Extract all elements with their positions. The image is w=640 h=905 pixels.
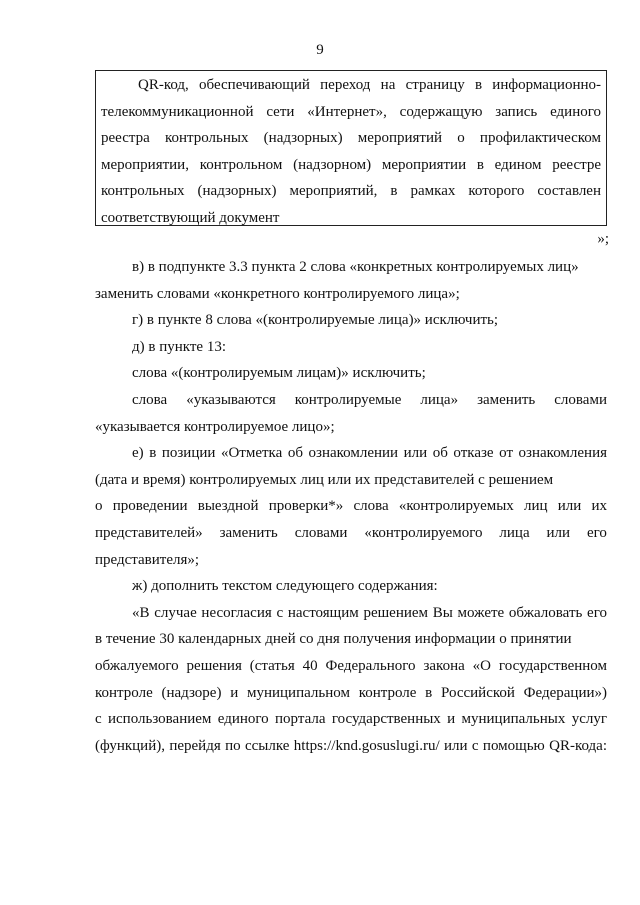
amendments-text [95, 254, 607, 759]
word: «контролируемого [364, 524, 483, 541]
paragraph-v-line-2: заменить словами «конкретного контролируемого лица»; [95, 285, 460, 302]
quoted-text-line-2: в течение 30 календарных дней со дня получения информации о принятии [95, 631, 572, 648]
quoted-text-line-1: «В случае несогласия с настоящим решением Вы можете обжаловать его [132, 604, 607, 621]
paragraph-e-line-5: представителя»; [95, 551, 200, 568]
page-number: 9 [316, 42, 324, 58]
word: его [587, 524, 607, 541]
paragraph-d-item-2-line-1 [95, 387, 607, 414]
quoted-text-line-4: контроле (надзоре) и муниципальном контроле в Российской Федерации») [95, 684, 607, 701]
paragraph-e-line-3: о проведении выездной проверки*» слова «контролируемых лиц или их [95, 498, 607, 515]
paragraph-e-line-1: е) в позиции «Отметка об ознакомлении или об отказе от ознакомления [132, 445, 607, 462]
paragraph-d-item-1: слова «(контролируемым лицам)» исключить; [132, 365, 426, 382]
paragraph-d: д) в пункте 13: [132, 338, 226, 355]
quoted-text-line-3: обжалуемого решения (статья 40 Федерального закона «О государственном [95, 657, 607, 674]
paragraph-g: г) в пункте 8 слова «(контролируемые лица)» исключить; [132, 312, 499, 329]
word: заменить [219, 524, 278, 541]
paragraph-zh: ж) дополнить текстом следующего содержания: [132, 578, 438, 595]
word: «указываются [186, 391, 276, 408]
closing-quote: »; [597, 231, 609, 247]
word: представителей» [95, 524, 203, 541]
word: контролируемые [294, 391, 402, 408]
word: словами [294, 524, 348, 541]
paragraph-v-line-1: в) в подпункте 3.3 пункта 2 слова «конкретных контролируемых лиц» [132, 259, 579, 275]
word: слова [132, 391, 168, 408]
word: словами [554, 391, 607, 408]
paragraph-e-line-2: (дата и время) контролируемых лиц или их представителей с решением [95, 471, 554, 488]
paragraph-d-item-2-line-2: «указывается контролируемое лицо»; [95, 418, 335, 435]
qr-code-description-text: QR-код, обеспечивающий переход на страницу в информационно-телекоммуникационной сети «Интернет», содержащую запись единого реестра контрольных (надзорных) мероприятий о профилактическом мероприятии, контрольном (надзорном) мероприятии в едином реестре контрольных (надзорных) мероприятий, в рамках которого составлен соответствующий документ [101, 77, 601, 226]
qr-code-description-box [95, 70, 607, 226]
quoted-text-line-6: (функций), перейдя по ссылке https://knd.gosuslugi.ru/ или с помощью QR-кода: [95, 737, 607, 754]
paragraph-e-line-4 [95, 520, 607, 547]
word: или [546, 524, 571, 541]
word: лица» [420, 391, 459, 408]
word: лица [499, 524, 530, 541]
word: заменить [477, 391, 536, 408]
quoted-text-line-5: с использованием единого портала государственных и муниципальных услуг [95, 711, 607, 728]
